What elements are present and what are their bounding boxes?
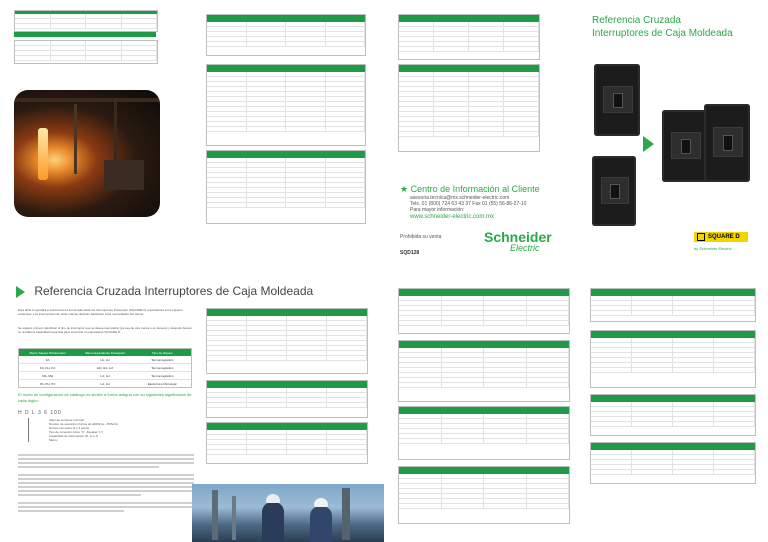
square-d-logo: SQUARE D xyxy=(694,232,748,242)
contact-phone: Tels. 01 (800) 724 63 43 37 Fax 01 (55) 56-86-27-10 xyxy=(410,201,527,207)
table-e1 xyxy=(590,288,756,322)
legend-item: Número de polos (2 y 3 polos) xyxy=(49,426,90,430)
top-left-table-2 xyxy=(14,40,158,64)
foundry-photo xyxy=(14,90,160,217)
arrow-icon xyxy=(643,136,654,152)
top-left-table xyxy=(14,10,158,32)
schneider-logo: Schneider Electric xyxy=(484,229,552,253)
catalog-code: H D L 3 6 100 xyxy=(18,410,62,416)
breaker-product-3 xyxy=(662,110,708,182)
legend-item: Marco xyxy=(49,438,58,442)
contact-heading: Centro de Información al Cliente xyxy=(410,184,540,194)
table-e3 xyxy=(590,394,756,436)
cover-title: Referencia Cruzada Interruptores de Caja Moldeada xyxy=(592,15,733,39)
breaker-product-2 xyxy=(592,156,636,226)
title-arrow-icon xyxy=(16,286,25,298)
type-table: Marco Square D/Interruptor Marco Equivalente Powerpact Tipo de disparo FA HL, HJ Termomagnético KA, KH, KC HD, HG, HJ Termomagnético MA, MH LA, LH Termomagnético PA, PH, PC LA, LH Electrónico Micrologic xyxy=(18,348,192,388)
table-e4 xyxy=(590,442,756,484)
code-text: SQD128 xyxy=(400,250,420,256)
legend-item: Valor de corriente nominal xyxy=(49,418,84,422)
table-b2 xyxy=(398,64,540,152)
inner-title: Referencia Cruzada Interruptores de Caja Moldeada xyxy=(16,284,313,298)
intro-paragraph-1: Esta tabla le ayudará a seleccionar la forma adecuada los Interruptores Powerpact (SQUARE D) equivalentes a los equipos existentes. Los interruptores de otras marcas deberán adaptarse a las necesidades del cliente. xyxy=(18,308,183,316)
square-d-box-icon xyxy=(697,233,705,241)
table-c1 xyxy=(206,308,368,374)
table-c2 xyxy=(206,380,368,418)
table-d3 xyxy=(398,406,570,460)
catalog-note: El modo de configuración de catálogo es similar a forma antigua con su siguientes significados de cada dígito: xyxy=(18,392,192,403)
breaker-product-1 xyxy=(594,64,640,136)
table-d1 xyxy=(398,288,570,334)
contact-website[interactable]: www.schneider-electric.com.mx xyxy=(410,214,495,220)
catalog-legend xyxy=(28,418,199,442)
legend-item: Tipo de conexión (Lline "A", Zapatas "L") xyxy=(49,430,104,434)
type-table-row: MA, MH LA, LH Termomagnético xyxy=(19,372,191,380)
green-divider xyxy=(14,32,156,37)
body-text-lines xyxy=(18,452,194,514)
contact-email[interactable]: asesoria.tecnica@mx.schneider-electric.com xyxy=(410,195,510,201)
table-d4 xyxy=(398,466,570,524)
type-table-row: PA, PH, PC LA, LH Electrónico Micrologic xyxy=(39,381,177,386)
type-table-row: FA HL, HJ Termomagnético xyxy=(19,356,191,364)
legend-item: Tensión de operación (Única de ≤600Vca - 350Vcd) xyxy=(49,422,118,426)
table-a1 xyxy=(206,14,366,56)
table-a2 xyxy=(206,64,366,146)
prohibida-text: Prohibida su venta xyxy=(400,234,442,240)
contact-more-info: Para mayor información: xyxy=(410,207,465,213)
intro-paragraph-2: Se sugiere primero identificar el tipo de interruptor que se desea reemplazar (ya sea de otra marca o en desuso) y después buscar en la tabla la capacidad requerida para encontrar su equivalente SQUARE D. xyxy=(18,326,192,334)
table-e2 xyxy=(590,330,756,388)
by-schneider-text: by Schneider Electric xyxy=(694,246,732,251)
table-d2 xyxy=(398,340,570,402)
breaker-product-4 xyxy=(704,104,750,182)
table-c3 xyxy=(206,422,368,464)
type-table-row: KA, KH, KC HD, HG, HJ Termomagnético xyxy=(19,364,191,372)
contact-block xyxy=(400,184,560,221)
legend-item: Capacidad de interrupción (D, G o J) xyxy=(49,434,98,438)
star-icon: ★ xyxy=(400,184,409,194)
table-a3 xyxy=(206,150,366,224)
table-b1 xyxy=(398,14,540,60)
refinery-workers-photo xyxy=(192,484,384,542)
